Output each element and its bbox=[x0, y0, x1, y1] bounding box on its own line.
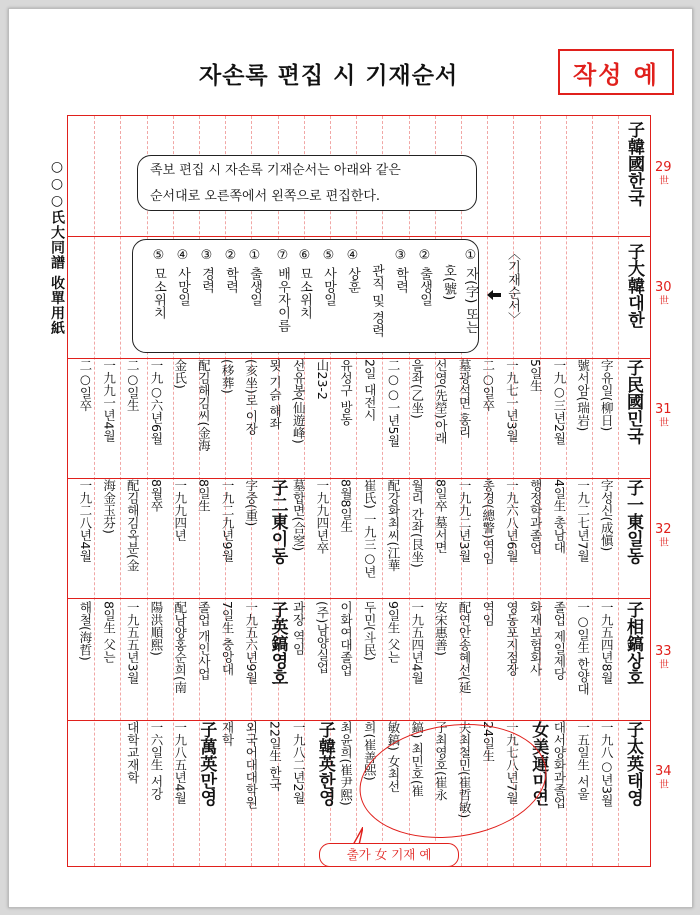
record-column: 8일生 bbox=[196, 479, 212, 512]
generation-marker: 30 世 bbox=[655, 280, 672, 307]
record-column: 두민(斗民) bbox=[362, 601, 378, 661]
record-column: 2일 대전시 bbox=[362, 359, 378, 421]
grid-row-line bbox=[68, 598, 650, 599]
grid-column-line bbox=[94, 116, 95, 866]
generation-marker: 33 世 bbox=[655, 644, 672, 671]
generation-marker: 29 世 bbox=[655, 160, 672, 187]
record-column: 一九九二년3월 bbox=[457, 479, 473, 562]
record-column: 영동포지점장 bbox=[504, 601, 520, 676]
order-item: ⑦ 배우자이름 bbox=[275, 248, 290, 333]
record-column: 一九八○년3월 bbox=[599, 721, 615, 807]
record-column: 陽洪順熙) bbox=[149, 601, 164, 656]
record-column: 一九七一년3월 bbox=[504, 359, 520, 442]
record-column: 一九八二년2월 bbox=[291, 721, 307, 804]
order-item: ① 출생일 bbox=[247, 248, 262, 307]
record-column: 配남양홍순희(南 bbox=[172, 601, 188, 694]
person-name: 子萬英만영 bbox=[196, 721, 217, 806]
page-title: 자손록 편집 시 기재순서 bbox=[199, 63, 459, 89]
person-name: 子一東일동 bbox=[623, 479, 643, 564]
person-name: 子二東이동 bbox=[267, 479, 288, 564]
record-column: 敏鎬) 女최선 bbox=[386, 721, 401, 793]
order-item: ② 출생일 bbox=[417, 248, 432, 307]
instruction-line: 족보 편집 시 자손록 기재순서는 아래와 같은 bbox=[150, 163, 401, 178]
record-column: 子최영호(崔永 bbox=[433, 721, 449, 801]
record-column: 一九七八년7월 bbox=[504, 721, 520, 804]
record-column: 二○일生 bbox=[125, 359, 141, 412]
record-column: 희(崔善熙) bbox=[362, 721, 378, 781]
record-column: (亥坐)로 이장 bbox=[243, 359, 259, 436]
record-column: 山23-2 bbox=[314, 359, 330, 400]
order-item: ⑤ 사망일 bbox=[321, 248, 336, 307]
grid-column-line bbox=[618, 116, 619, 866]
order-item: ④ 사망일 bbox=[175, 248, 190, 307]
record-column: 선유봉(仙遊峰) bbox=[291, 359, 307, 444]
record-column: 墓광석면 홍리 bbox=[457, 359, 473, 438]
record-column: 8월卒 bbox=[149, 479, 164, 512]
record-column: 二○일卒 bbox=[77, 359, 93, 412]
record-column: 夫최철민(崔哲敏) bbox=[457, 721, 473, 819]
record-column: 一九九四년 bbox=[172, 479, 188, 542]
record-column: 8일卒 墓서면 bbox=[433, 479, 449, 554]
order-item: ⑥ 묘소위치 bbox=[297, 248, 312, 320]
order-header: 〈기재순서〉 bbox=[505, 247, 520, 325]
callout-label: 출가 女 기재 예 bbox=[319, 843, 459, 867]
grid-column-line bbox=[120, 116, 121, 866]
order-item: ③ 경력 bbox=[199, 248, 214, 294]
generation-marker: 34 世 bbox=[655, 764, 672, 791]
record-column: 二○○一년5월 bbox=[386, 359, 401, 447]
record-column: 字유일(柳日) bbox=[599, 359, 615, 432]
record-column: 화재보험회사 bbox=[528, 601, 544, 676]
record-column: 鎬) 최민호(崔 bbox=[409, 721, 425, 798]
grid-column-line bbox=[147, 116, 148, 866]
record-column: 一九○六년6월 bbox=[149, 359, 164, 445]
record-column: 9일生 父는 bbox=[386, 601, 401, 663]
record-column: 5일生 bbox=[528, 359, 544, 392]
record-column: 선영(先塋)아래 bbox=[433, 359, 449, 444]
record-column: 4일生 총남대 bbox=[551, 479, 567, 554]
record-column: 金氏) bbox=[172, 359, 188, 389]
record-column: 一○일生 한양대 bbox=[575, 601, 591, 695]
record-column: 이화여대졸업 bbox=[338, 601, 354, 676]
record-column: 대서양화과졸업 bbox=[551, 721, 567, 809]
record-column: 一六일生 서강 bbox=[149, 721, 164, 800]
record-column: 配김해김씨(金海 bbox=[196, 359, 212, 452]
record-column: 묏 기슭 해좌 bbox=[267, 359, 283, 430]
record-column: 최윤희(崔尹熙) bbox=[338, 721, 354, 806]
grid-row-line bbox=[68, 236, 650, 237]
record-column: 유성구 방동 bbox=[338, 359, 354, 426]
record-column: 一九五六년9월 bbox=[243, 601, 259, 684]
record-column: 一九九四년卒 bbox=[314, 479, 330, 554]
record-column: 崔氏) 一九三○년 bbox=[362, 479, 378, 578]
order-item: ⑤ 묘소위치 bbox=[151, 248, 166, 320]
record-column: 7일生 충앙대 bbox=[220, 601, 236, 676]
record-column: 字성신(成愼) bbox=[599, 479, 615, 552]
record-column: 一九二七년7월 bbox=[575, 479, 591, 562]
record-column: 8월8일生 bbox=[338, 479, 354, 533]
instruction-line: 순서대로 오른쪽에서 왼쪽으로 편집한다. bbox=[150, 189, 381, 204]
order-item: ① 자(字) 또는 bbox=[463, 248, 478, 334]
record-column: 을좌(乙坐) bbox=[409, 359, 425, 419]
record-column: 졸업 개인사업 bbox=[196, 601, 212, 680]
record-column: 一九五四년4월 bbox=[409, 601, 425, 684]
person-name: 子韓英한영 bbox=[314, 721, 335, 806]
record-column: 一九九一년4월 bbox=[101, 359, 117, 442]
person-name: 子太英태영 bbox=[623, 721, 643, 806]
record-column: 一九八五년4월 bbox=[172, 721, 188, 804]
record-column: 一九六八년6월 bbox=[504, 479, 520, 562]
person-name: 子英鎬영호 bbox=[267, 601, 288, 686]
record-column: 安宋惠善) bbox=[433, 601, 449, 656]
record-column: 역임 bbox=[480, 601, 496, 626]
instruction-box bbox=[137, 155, 477, 211]
record-column: 一五일生 서울 bbox=[575, 721, 591, 800]
record-column: 配강화최씨(江華 bbox=[386, 479, 401, 572]
record-column: 號서암(瑞岩) bbox=[575, 359, 591, 432]
record-column: 과장 역임 bbox=[291, 601, 307, 655]
record-column: 配김해김옥분(金 bbox=[125, 479, 141, 572]
record-column: 22일生 한국 bbox=[267, 721, 283, 791]
example-stamp-text: 작성 예 bbox=[573, 60, 659, 89]
record-column: 二○일卒 bbox=[480, 359, 496, 412]
generation-marker: 32 世 bbox=[655, 522, 672, 549]
order-item: ④ 상훈 bbox=[345, 248, 360, 294]
record-column: 一九五四년8월 bbox=[599, 601, 615, 684]
record-column: 재학 bbox=[220, 721, 236, 746]
record-column: 海金玉芬) bbox=[101, 479, 117, 534]
person-name: 女美連미연 bbox=[528, 721, 549, 806]
order-item: ③ 학력 bbox=[393, 248, 408, 294]
record-column: 一九二九년9월 bbox=[220, 479, 236, 562]
grid-column-line bbox=[356, 116, 357, 866]
generation-marker: 31 世 bbox=[655, 402, 672, 429]
person-name: 子大韓대한 bbox=[624, 243, 644, 328]
record-column: 해철(海哲) bbox=[77, 601, 93, 661]
record-column: 졸업 제일제당 bbox=[551, 601, 567, 680]
record-column: 8일生 父는 bbox=[101, 601, 117, 663]
record-column: 一九五五년3월 bbox=[125, 601, 141, 684]
order-box bbox=[132, 239, 479, 353]
order-item: ② 학력 bbox=[223, 248, 238, 294]
record-column: 字중(重) bbox=[243, 479, 259, 527]
record-column: 대학교재학 bbox=[125, 721, 141, 784]
record-column: (移葬) bbox=[220, 359, 236, 394]
person-name: 子相鎬상호 bbox=[623, 601, 643, 686]
order-item: 관직 및 경력 bbox=[369, 264, 384, 338]
order-item: 호(號) bbox=[441, 264, 456, 301]
record-column: 외국어대대학원 bbox=[243, 721, 259, 809]
record-column: 配연안송혜선(延 bbox=[457, 601, 473, 694]
grid-column-line bbox=[592, 116, 593, 866]
document-page bbox=[8, 8, 693, 908]
person-name: 子民國민국 bbox=[623, 359, 643, 444]
record-column: 一九二八년4월 bbox=[77, 479, 93, 562]
record-column: 墓합면(合窆) bbox=[291, 479, 307, 552]
record-column: (주)남양실업 bbox=[314, 601, 330, 674]
record-column: 一九○三년2월 bbox=[551, 359, 567, 445]
record-column: 월리 간좌(艮坐) bbox=[409, 479, 425, 568]
record-column: 총경(總警)역임 bbox=[480, 479, 496, 564]
arrow-left-icon bbox=[487, 290, 501, 300]
form-side-label: ○○○氏大同譜 收單用紙 bbox=[49, 159, 65, 336]
example-stamp bbox=[558, 49, 674, 95]
record-column: 행정학과졸업 bbox=[528, 479, 544, 554]
person-name: 子韓國한국 bbox=[624, 121, 644, 206]
record-column: 24일生 bbox=[480, 721, 496, 762]
